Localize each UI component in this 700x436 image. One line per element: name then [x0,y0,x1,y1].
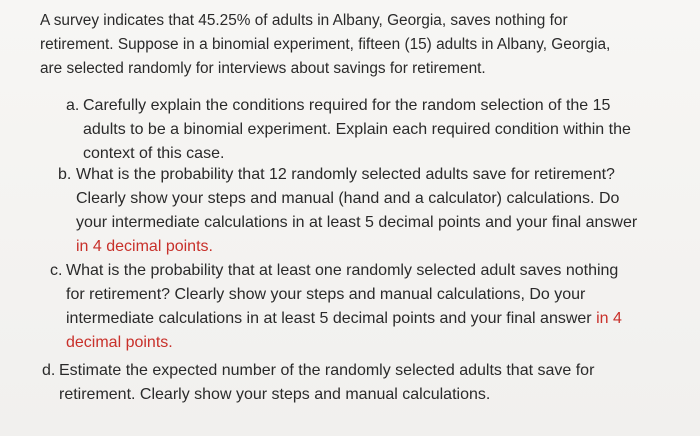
question-label: c. [50,262,63,279]
intro-line: A survey indicates that 45.25% of adults in Albany, Georgia, saves nothing for [40,12,568,29]
question-c [50,259,680,355]
question-line-highlight: in 4 decimal points. [76,238,213,255]
question-line: adults to be a binomial experiment. Explain each required condition within the [83,121,631,138]
question-line: What is the probability that at least one randomly selected adult saves nothing [66,262,619,279]
intro-line: are selected randomly for interviews about savings for retirement. [40,60,486,77]
question-line [66,307,680,331]
question-line-highlight: decimal points. [66,334,173,351]
question-b [58,163,678,259]
question-text: intermediate calculations in at least 5 decimal points and your final answer [66,310,597,327]
question-a [66,94,666,166]
question-line: What is the probability that 12 randomly selected adults save for retirement? [76,166,615,183]
question-line: your intermediate calculations in at least 5 decimal points and your final answer [76,214,638,231]
question-line: context of this case. [83,145,225,162]
problem-intro [40,9,660,81]
question-line: Carefully explain the conditions required for the random selection of the 15 [83,97,611,114]
question-line: retirement. Clearly show your steps and manual calculations. [59,386,491,403]
question-text-highlight: in 4 [596,310,622,327]
question-line: Estimate the expected number of the randomly selected adults that save for [59,362,595,379]
question-line: Clearly show your steps and manual (hand and a calculator) calculations. Do [76,190,620,207]
question-label: d. [42,362,56,379]
intro-line: retirement. Suppose in a binomial experiment, fifteen (15) adults in Albany, Georgia, [40,36,611,53]
question-label: a. [66,97,80,114]
question-d [42,359,672,407]
question-line: for retirement? Clearly show your steps and manual calculations, Do your [66,286,586,303]
question-label: b. [58,166,72,183]
